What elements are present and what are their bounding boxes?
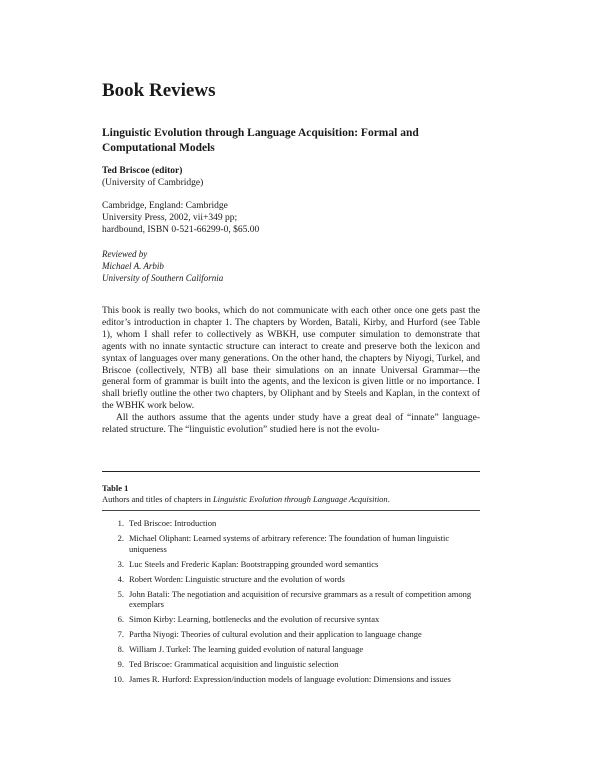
chapter-title: Partha Niyogi: Theories of cultural evolution and their application to language change [129,629,422,639]
chapter-title: Robert Worden: Linguistic structure and the evolution of words [129,573,345,584]
chapter-title: Ted Briscoe: Grammatical acquisition and linguistic selection [129,659,339,669]
chapter-entry [102,659,480,670]
chapter-title: Michael Oliphant: Learned systems of arbitrary reference: The foundation of human linguistic uniqueness [129,533,450,554]
chapter-title: Simon Kirby: Learning, bottlenecks and the evolution of recursive syntax [129,614,380,624]
body-paragraph: This book is really two books, which do not communicate with each other once one gets past the editor’s introduction in chapter 1. The chapters by Worden, Batali, Kirby, and Hurford (see Table 1), whom I shall refer to collectively as WBKH, use computer simulation to demonstrate that agents with no innate syntactic structure can interact to create and preserve both the lexicon and syntax of languages over many generations. On the other hand, the chapters by Niyogi, Turkel, and Briscoe (collectively, NTB) all base their simulations on an innate Universal Grammar—the general form of grammar is built into the agents, and the lexicon is given little or no importance. I shall briefly outline the other two chapters, by Oliphant and by Steels and Kaplan, in the context of the WBHK work below. [102,306,480,412]
chapter-title: Ted Briscoe: Introduction [129,518,217,528]
chapter-number: 6. [117,614,124,624]
chapter-title: William J. Turkel: The learning guided evolution of natural language [129,644,364,654]
editor-affiliation: (University of Cambridge) [102,178,204,188]
chapter-number: 9. [117,659,124,669]
chapter-entry [102,674,480,685]
chapter-entry [102,644,480,655]
chapter-entry [102,518,480,529]
publication-line: University Press, 2002, vii+349 pp; [102,213,238,223]
chapter-number: 4. [117,573,124,584]
book-title: Linguistic Evolution through Language Acquisition: Formal and Computational Models [102,127,419,154]
body-paragraph: All the authors assume that the agents under study have a great deal of “innate” language-related structure. The “linguistic evolution” studied here is not the evolu- [102,413,480,436]
chapter-number: 2. [117,533,124,543]
table-label: Table 1 [102,483,129,493]
chapter-entry [102,614,480,625]
publication-info [102,200,259,236]
reviewed-by-label: Reviewed by [102,249,148,259]
chapter-entry [102,574,480,585]
chapter-title: James R. Hurford: Expression/induction models of language evolution: Dimensions and issues [129,674,451,684]
review-body [102,306,480,437]
chapter-number: 1. [117,518,124,528]
publication-line: hardbound, ISBN 0-521-66299-0, $65.00 [102,225,260,235]
chapter-number: 7. [117,629,124,639]
caption-suffix: . [387,494,390,504]
table-header-rule [102,510,480,511]
reviewer-name: Michael A. Arbib [102,261,164,271]
reviewer-block [102,248,223,284]
reviewer-affiliation: University of Southern California [102,273,224,283]
chapter-title: Luc Steels and Frederic Kaplan: Bootstrapping grounded word semantics [129,558,379,569]
publication-line: Cambridge, England: Cambridge [102,201,228,211]
chapter-number: 10. [113,674,124,684]
chapter-number: 5. [117,588,124,599]
chapter-entry [102,629,480,640]
chapter-entry [102,589,480,610]
caption-book-title: Linguistic Evolution through Language Acquisition [212,494,388,504]
table-caption [102,494,390,505]
chapter-number: 3. [117,558,124,569]
caption-prefix: Authors and titles of chapters in [102,494,213,504]
chapter-entry [102,533,480,554]
chapter-entry [102,559,480,570]
table-top-rule [102,471,480,472]
section-title: Book Reviews [102,80,216,101]
chapter-title: John Batali: The negotiation and acquisition of recursive grammars as a result of competition among exemplars [129,588,472,609]
chapter-number: 8. [117,644,124,654]
book-editor: Ted Briscoe (editor) [102,166,183,176]
chapter-list [102,518,480,689]
